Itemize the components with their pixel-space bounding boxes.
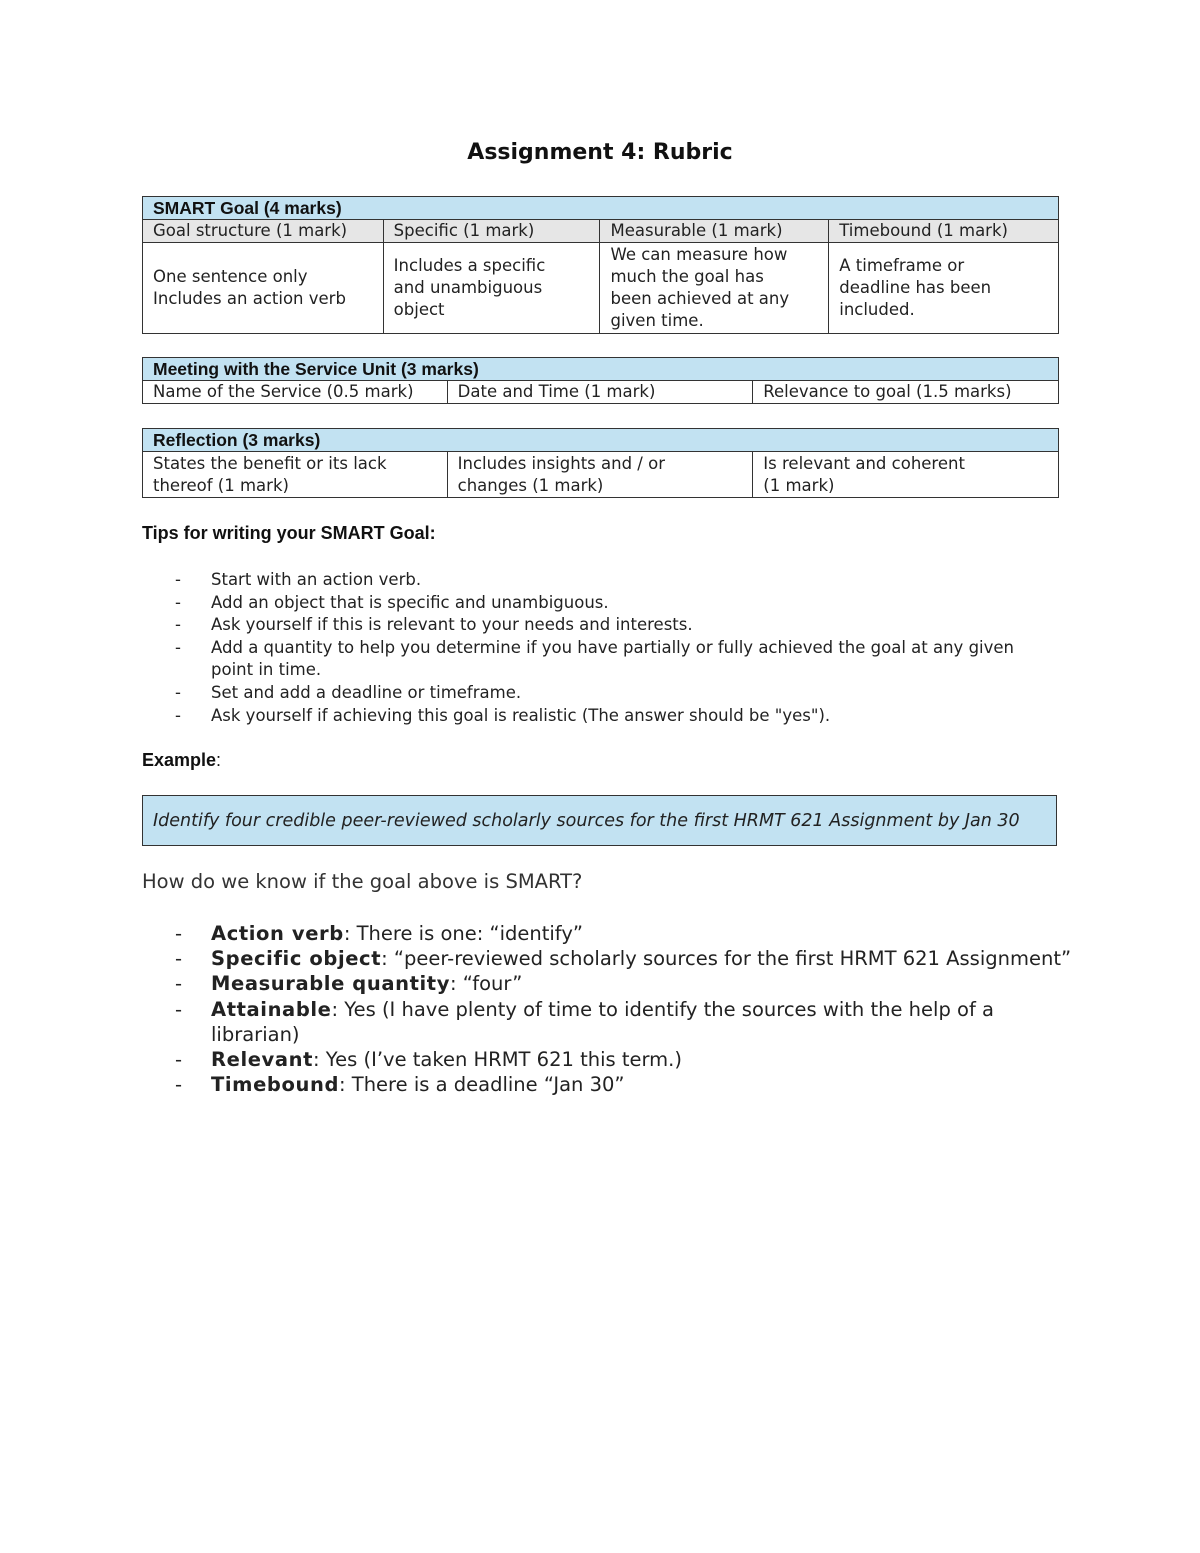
list-item: - Attainable: Yes (I have plenty of time to identify the sources with the help of a librarian) (175, 997, 994, 1046)
bullet-dash: - (175, 615, 181, 635)
bullet-dash: - (175, 705, 181, 725)
smart-goal-rubric-table (142, 196, 1059, 334)
criterion-term: Action verb (211, 922, 344, 945)
list-item: - Timebound: There is a deadline “Jan 30” (175, 1073, 625, 1097)
criteria-cell: Name of the Service (0.5 mark) (143, 381, 448, 404)
criteria-cell: Is relevant and coherent (1 mark) (753, 452, 1059, 498)
tips-list (142, 569, 1052, 727)
bullet-dash: - (175, 972, 183, 996)
bullet-dash: - (175, 997, 183, 1021)
smart-check-list (142, 921, 1072, 1097)
smart-goal-header: SMART Goal (4 marks) (143, 197, 1059, 220)
criteria-cell: A timeframe or deadline has been included. (829, 243, 1059, 334)
criteria-cell: One sentence only Includes an action verb (143, 243, 384, 334)
reflection-rubric-table (142, 428, 1059, 498)
bullet-dash: - (175, 570, 181, 589)
example-goal-text: Identify four credible peer-reviewed scholarly sources for the first HRMT 621 Assignment by Jan 30 (153, 810, 1020, 831)
bullet-dash: - (175, 922, 183, 945)
list-item: - Measurable quantity: “four” (175, 972, 523, 996)
bullet-dash: - (175, 1073, 183, 1097)
list-item: - Ask yourself if achieving this goal is realistic (The answer should be "yes"). (142, 705, 1052, 728)
list-item: - Ask yourself if this is relevant to your needs and interests. (142, 614, 1052, 637)
list-item: - Action verb: There is one: “identify” (175, 922, 583, 945)
smart-question: How do we know if the goal above is SMART? (142, 870, 583, 893)
bullet-dash: - (175, 682, 181, 702)
list-item: - Add a quantity to help you determine if you have partially or fully achieved the goal at any given point in time. (175, 637, 1014, 680)
criteria-cell: States the benefit or its lack thereof (1 mark) (143, 452, 448, 498)
criteria-cell: We can measure how much the goal has been achieved at any given time. (600, 243, 829, 334)
reflection-header: Reflection (3 marks) (143, 429, 1059, 452)
bullet-dash: - (175, 592, 181, 612)
page-title: Assignment 4: Rubric (467, 140, 733, 165)
column-header: Goal structure (1 mark) (143, 220, 384, 243)
list-item: - Relevant: Yes (I’ve taken HRMT 621 this term.) (175, 1048, 682, 1072)
bullet-dash: - (175, 947, 183, 971)
example-label: Example: (142, 750, 222, 770)
column-header: Timebound (1 mark) (829, 220, 1059, 243)
example-goal-box (142, 795, 1057, 846)
criterion-term: Attainable (211, 997, 332, 1021)
bullet-dash: - (175, 1048, 183, 1072)
criteria-cell: Includes a specific and unambiguous object (383, 243, 600, 334)
list-item: - Specific object: “peer-reviewed scholarly sources for the first HRMT 621 Assignment” (175, 947, 1072, 971)
tips-heading: Tips for writing your SMART Goal: (142, 523, 436, 543)
meeting-rubric-table (142, 357, 1059, 404)
list-item: - Add an object that is specific and unambiguous. (142, 592, 1052, 615)
criterion-term: Timebound (211, 1073, 340, 1097)
bullet-dash: - (175, 637, 181, 657)
meeting-header: Meeting with the Service Unit (3 marks) (143, 358, 1059, 381)
column-header: Specific (1 mark) (383, 220, 600, 243)
criteria-cell: Relevance to goal (1.5 marks) (753, 381, 1059, 404)
criterion-term: Measurable quantity (211, 972, 451, 996)
criteria-cell: Date and Time (1 mark) (447, 381, 753, 404)
criteria-cell: Includes insights and / or changes (1 mark) (447, 452, 753, 498)
list-item: - Start with an action verb. (142, 569, 1052, 592)
list-item: - Set and add a deadline or timeframe. (142, 682, 1052, 705)
column-header: Measurable (1 mark) (600, 220, 829, 243)
criterion-term: Relevant (211, 1048, 314, 1072)
criterion-term: Specific object (211, 947, 382, 971)
